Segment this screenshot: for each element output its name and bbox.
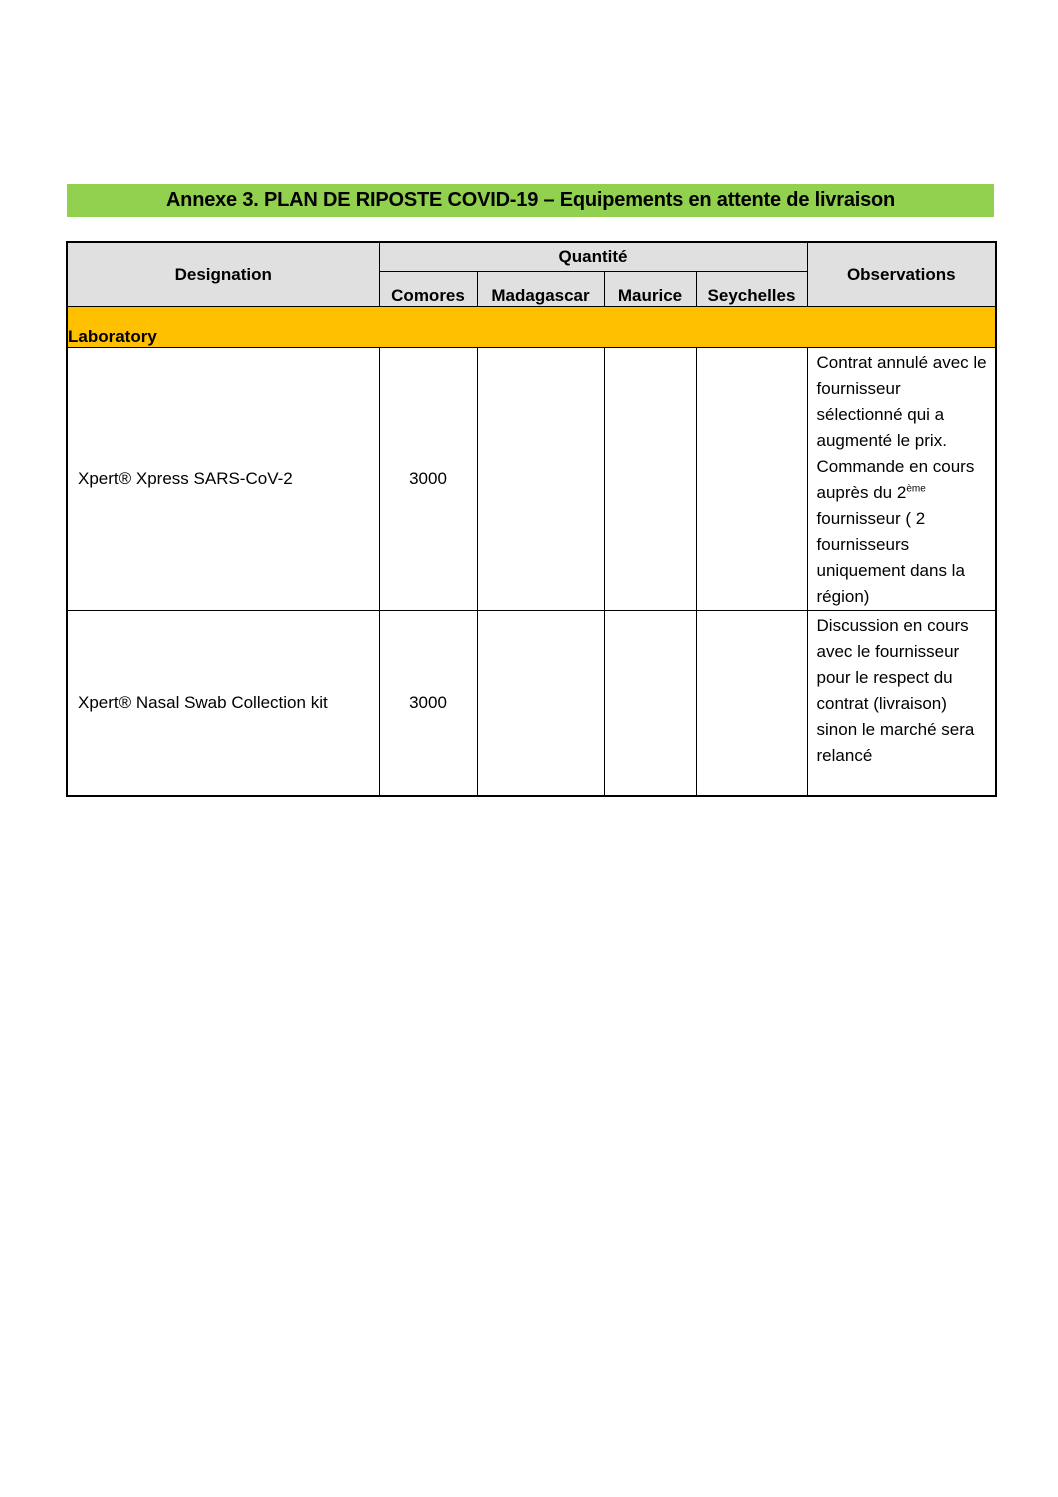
obs-text-cont: fournisseur ( 2 fournisseurs uniquement dans la région) [816,509,965,606]
cell-seychelles [696,611,807,797]
section-row [67,307,996,348]
cell-maurice [604,348,696,611]
cell-designation: Xpert® Xpress SARS-CoV-2 [67,348,379,611]
header-madagascar: Madagascar [477,272,604,307]
equipment-table [66,241,997,797]
cell-designation: Xpert® Nasal Swab Collection kit [67,611,379,797]
section-laboratory: Laboratory [67,307,996,348]
cell-comores: 3000 [379,611,477,797]
header-designation: Designation [67,242,379,307]
cell-comores: 3000 [379,348,477,611]
header-row [67,242,996,272]
cell-madagascar [477,348,604,611]
cell-madagascar [477,611,604,797]
page-title: Annexe 3. PLAN DE RIPOSTE COVID-19 – Equipements en attente de livraison [67,184,994,217]
table-row [67,348,996,611]
table-row [67,611,996,797]
header-observations: Observations [807,242,996,307]
cell-observations [807,348,996,611]
obs-text: Contrat annulé avec le fournisseur sélectionné qui a augmenté le prix. Commande en cours auprès du 2 [816,353,987,502]
header-quantite: Quantité [379,242,807,272]
header-comores: Comores [379,272,477,307]
cell-maurice [604,611,696,797]
header-seychelles: Seychelles [696,272,807,307]
cell-seychelles [696,348,807,611]
cell-observations: Discussion en cours avec le fournisseur pour le respect du contrat (livraison) sinon le marché sera relancé [807,611,996,797]
header-maurice: Maurice [604,272,696,307]
obs-superscript: ème [906,483,926,495]
